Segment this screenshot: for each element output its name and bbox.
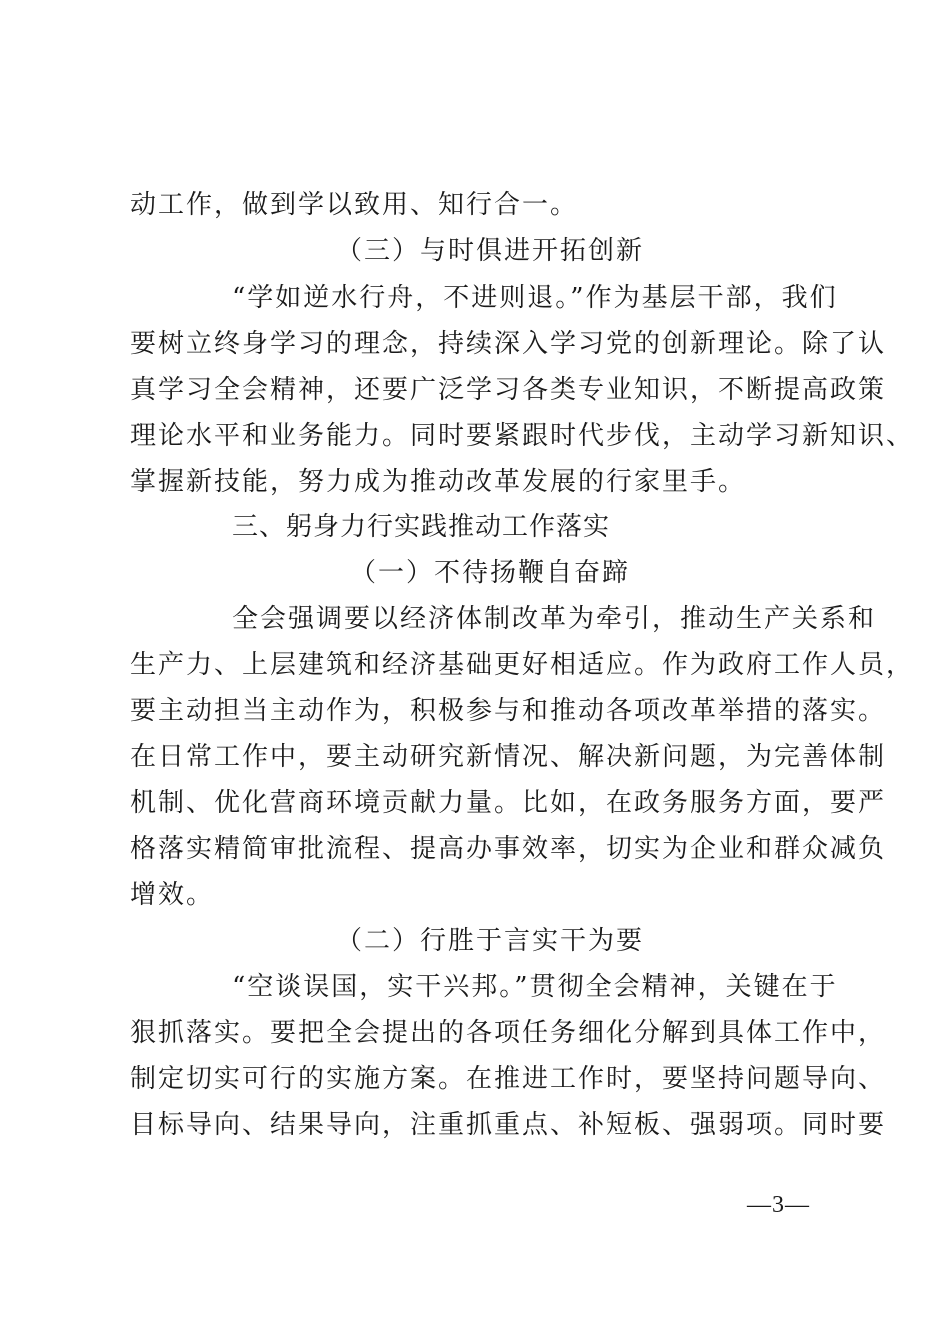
paragraph-line: 生产力、上层建筑和经济基础更好相适应。作为政府工作人员， xyxy=(130,650,915,680)
page-number: —3— xyxy=(747,1192,810,1218)
paragraph-line: 动工作，做到学以致用、知行合一。 xyxy=(130,190,579,220)
subsection-heading-1: （一）不待扬鞭自奋蹄 xyxy=(349,558,630,588)
paragraph-line: 要树立终身学习的理念，持续深入学习党的创新理论。除了认 xyxy=(130,329,887,359)
paragraph-line: 格落实精简审批流程、提高办事效率，切实为企业和群众减负 xyxy=(130,834,887,864)
paragraph-line: “学如逆水行舟，不进则退。”作为基层干部，我们 xyxy=(232,283,838,313)
paragraph-line: 目标导向、结果导向，注重抓重点、补短板、强弱项。同时要 xyxy=(130,1110,887,1140)
paragraph-line: 全会强调要以经济体制改革为牵引，推动生产关系和 xyxy=(232,604,877,634)
paragraph-line: 理论水平和业务能力。同时要紧跟时代步伐，主动学习新知识、 xyxy=(130,421,915,451)
section-heading-3: 三、躬身力行实践推动工作落实 xyxy=(232,512,611,542)
subsection-heading-3: （三）与时俱进开拓创新 xyxy=(335,236,644,266)
paragraph-line: 制定切实可行的实施方案。在推进工作时，要坚持问题导向、 xyxy=(130,1064,887,1094)
paragraph-line: 在日常工作中，要主动研究新情况、解决新问题，为完善体制 xyxy=(130,742,887,772)
subsection-heading-2: （二）行胜于言实干为要 xyxy=(335,926,644,956)
paragraph-line: “空谈误国，实干兴邦。”贯彻全会精神，关键在于 xyxy=(232,972,838,1002)
paragraph-line: 狠抓落实。要把全会提出的各项任务细化分解到具体工作中， xyxy=(130,1018,887,1048)
paragraph-line: 真学习全会精神，还要广泛学习各类专业知识，不断提高政策 xyxy=(130,375,887,405)
paragraph-line: 增效。 xyxy=(130,880,215,910)
paragraph-line: 掌握新技能，努力成为推动改革发展的行家里手。 xyxy=(130,467,747,497)
paragraph-line: 要主动担当主动作为，积极参与和推动各项改革举措的落实。 xyxy=(130,696,887,726)
paragraph-line: 机制、优化营商环境贡献力量。比如，在政务服务方面，要严 xyxy=(130,788,887,818)
